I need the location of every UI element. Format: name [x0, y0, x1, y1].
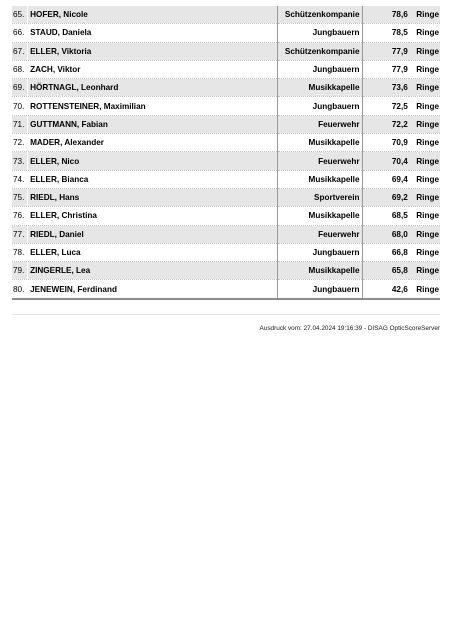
score-cell: 73,6 — [362, 79, 409, 97]
unit-cell: Ringe — [409, 170, 440, 188]
score-cell: 77,9 — [362, 60, 409, 78]
results-table-body — [12, 6, 440, 299]
table-row — [12, 280, 440, 299]
score-cell: 69,4 — [362, 170, 409, 188]
unit-cell: Ringe — [409, 243, 440, 261]
table-row — [12, 79, 440, 97]
rank-cell: 68. — [12, 60, 28, 78]
name-cell: HOFER, Nicole — [28, 6, 277, 24]
unit-cell: Ringe — [409, 6, 440, 24]
club-cell: Musikkapelle — [277, 262, 362, 280]
table-row — [12, 207, 440, 225]
table-row — [12, 42, 440, 60]
score-cell: 72,2 — [362, 115, 409, 133]
club-cell: Musikkapelle — [277, 207, 362, 225]
club-cell: Feuerwehr — [277, 152, 362, 170]
club-cell: Feuerwehr — [277, 115, 362, 133]
table-row — [12, 60, 440, 78]
unit-cell: Ringe — [409, 60, 440, 78]
table-row — [12, 262, 440, 280]
table-row — [12, 115, 440, 133]
rank-cell: 71. — [12, 115, 28, 133]
club-cell: Schützenkompanie — [277, 42, 362, 60]
score-cell: 66,8 — [362, 243, 409, 261]
club-cell: Jungbauern — [277, 97, 362, 115]
name-cell: ZINGERLE, Lea — [28, 262, 277, 280]
rank-cell: 67. — [12, 42, 28, 60]
score-cell: 68,0 — [362, 225, 409, 243]
rank-cell: 76. — [12, 207, 28, 225]
table-row — [12, 6, 440, 24]
rank-cell: 66. — [12, 24, 28, 42]
score-cell: 69,2 — [362, 188, 409, 206]
name-cell: STAUD, Daniela — [28, 24, 277, 42]
score-cell: 65,8 — [362, 262, 409, 280]
rank-cell: 72. — [12, 134, 28, 152]
unit-cell: Ringe — [409, 97, 440, 115]
name-cell: ELLER, Luca — [28, 243, 277, 261]
print-footer: Ausdruck vom: 27.04.2024 19:16:39 - DISAG OpticScoreServer — [259, 325, 440, 332]
club-cell: Jungbauern — [277, 280, 362, 299]
table-row — [12, 152, 440, 170]
rank-cell: 70. — [12, 97, 28, 115]
table-row — [12, 97, 440, 115]
unit-cell: Ringe — [409, 225, 440, 243]
name-cell: JENEWEIN, Ferdinand — [28, 280, 277, 299]
club-cell: Musikkapelle — [277, 79, 362, 97]
rank-cell: 78. — [12, 243, 28, 261]
club-cell: Jungbauern — [277, 60, 362, 78]
name-cell: GUTTMANN, Fabian — [28, 115, 277, 133]
unit-cell: Ringe — [409, 42, 440, 60]
table-row — [12, 24, 440, 42]
unit-cell: Ringe — [409, 115, 440, 133]
name-cell: ELLER, Bianca — [28, 170, 277, 188]
table-row — [12, 134, 440, 152]
table-row — [12, 243, 440, 261]
unit-cell: Ringe — [409, 280, 440, 299]
club-cell: Jungbauern — [277, 243, 362, 261]
rank-cell: 75. — [12, 188, 28, 206]
table-row — [12, 225, 440, 243]
rank-cell: 74. — [12, 170, 28, 188]
name-cell: ELLER, Viktoria — [28, 42, 277, 60]
unit-cell: Ringe — [409, 207, 440, 225]
name-cell: ELLER, Christina — [28, 207, 277, 225]
rank-cell: 69. — [12, 79, 28, 97]
score-cell: 70,9 — [362, 134, 409, 152]
name-cell: RIEDL, Hans — [28, 188, 277, 206]
unit-cell: Ringe — [409, 134, 440, 152]
name-cell: ZACH, Viktor — [28, 60, 277, 78]
unit-cell: Ringe — [409, 262, 440, 280]
name-cell: MADER, Alexander — [28, 134, 277, 152]
unit-cell: Ringe — [409, 152, 440, 170]
club-cell: Musikkapelle — [277, 170, 362, 188]
score-cell: 42,6 — [362, 280, 409, 299]
club-cell: Musikkapelle — [277, 134, 362, 152]
name-cell: HÖRTNAGL, Leonhard — [28, 79, 277, 97]
score-cell: 72,5 — [362, 97, 409, 115]
name-cell: ROTTENSTEINER, Maximilian — [28, 97, 277, 115]
rank-cell: 77. — [12, 225, 28, 243]
unit-cell: Ringe — [409, 79, 440, 97]
rank-cell: 65. — [12, 6, 28, 24]
club-cell: Jungbauern — [277, 24, 362, 42]
rank-cell: 79. — [12, 262, 28, 280]
table-row — [12, 170, 440, 188]
rank-cell: 80. — [12, 280, 28, 299]
rank-cell: 73. — [12, 152, 28, 170]
name-cell: RIEDL, Daniel — [28, 225, 277, 243]
unit-cell: Ringe — [409, 24, 440, 42]
table-row — [12, 188, 440, 206]
club-cell: Sportverein — [277, 188, 362, 206]
table-footer-divider — [12, 305, 440, 315]
score-cell: 78,5 — [362, 24, 409, 42]
club-cell: Schützenkompanie — [277, 6, 362, 24]
score-cell: 70,4 — [362, 152, 409, 170]
score-cell: 77,9 — [362, 42, 409, 60]
name-cell: ELLER, Nico — [28, 152, 277, 170]
results-table — [12, 6, 440, 300]
unit-cell: Ringe — [409, 188, 440, 206]
club-cell: Feuerwehr — [277, 225, 362, 243]
score-cell: 78,6 — [362, 6, 409, 24]
score-cell: 68,5 — [362, 207, 409, 225]
